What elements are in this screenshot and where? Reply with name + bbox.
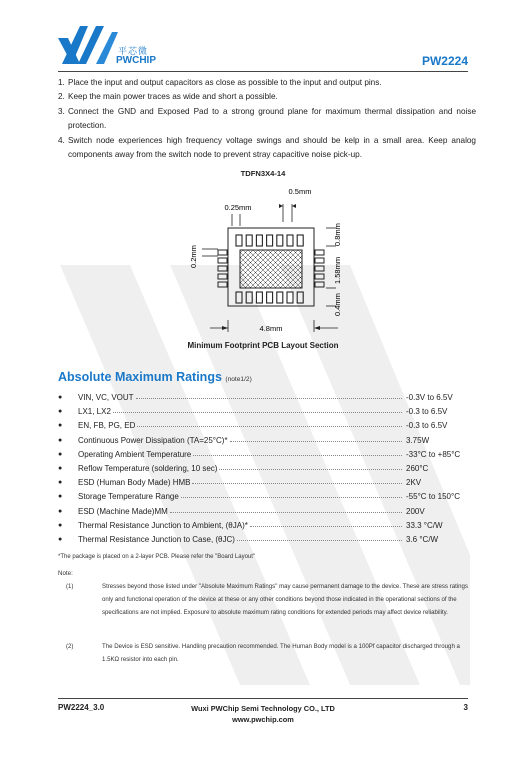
rating-row	[58, 462, 478, 476]
dim-width: 4.8mm	[259, 324, 283, 333]
pad-side-left	[218, 274, 227, 279]
section-title: Absolute Maximum Ratings (note1/2)	[58, 370, 252, 384]
bullet-icon: ●	[58, 535, 63, 543]
rating-label: Operating Ambient Temperature	[78, 449, 192, 459]
layout-guidelines	[58, 76, 476, 162]
leader-dots	[181, 497, 402, 498]
dim-pad-width: 0.25mm	[224, 203, 252, 212]
section-note-ref: (note1/2)	[225, 376, 252, 383]
rating-value: 200V	[406, 506, 425, 516]
rating-row	[58, 490, 478, 504]
leader-dots	[113, 412, 402, 413]
leader-dots	[192, 483, 402, 484]
rating-row	[58, 533, 478, 547]
pad-bottom	[287, 292, 293, 303]
rating-value: 3.75W	[406, 435, 430, 445]
bullet-icon: ●	[58, 521, 63, 529]
pad-side-right	[315, 250, 324, 255]
leader-dots	[137, 426, 402, 427]
rating-row	[58, 391, 478, 405]
dim-pad-height: 0.2mm	[189, 245, 198, 268]
rating-row	[58, 476, 478, 490]
rating-value: 2KV	[406, 478, 422, 488]
rating-row	[58, 505, 478, 519]
footprint-diagram	[188, 180, 358, 342]
rating-label: Reflow Temperature (soldering, 10 sec)	[78, 463, 218, 473]
bullet-icon: ●	[58, 422, 63, 430]
pad-side-right	[315, 266, 324, 271]
exposed-pad	[240, 250, 302, 288]
rating-label: Storage Temperature Range	[78, 492, 179, 502]
note-item: (1) Stresses beyond those listed under "Absolute Maximum Ratings" may cause permanent damage to the device. These are stress ratings only and functional operation of the device at these or any other conditions beyond those indicated in the operational sections of the specifications are not implied. Exposure to absolute maximum rating conditions for extended periods may affect device reliability.	[66, 583, 468, 616]
pad-bottom	[246, 292, 252, 303]
dim-body: 1.58mm	[333, 256, 342, 284]
bullet-icon: ●	[58, 394, 63, 401]
guideline-item: 2. Keep the main power traces as wide and short a possible.	[58, 92, 278, 102]
pad-side-right	[315, 258, 324, 263]
pad-bottom	[297, 292, 303, 303]
rating-value: -0.3 to 6.5V	[406, 421, 448, 431]
note-title: Note:	[58, 570, 73, 577]
leader-dots	[219, 469, 402, 470]
header-rule	[58, 71, 468, 72]
part-number-title: PW2224	[421, 54, 468, 68]
rating-label: ESD (Machine Made)MM	[78, 506, 168, 516]
logo-chinese-name: 平芯微	[118, 47, 149, 57]
pad-side-left	[218, 282, 227, 287]
pad-top	[277, 235, 283, 246]
rating-row	[58, 448, 478, 462]
dim-pitch: 0.5mm	[288, 187, 312, 196]
leader-dots	[193, 455, 402, 456]
rating-row	[58, 434, 478, 448]
rating-value: -0.3 to 6.5V	[406, 407, 448, 417]
pad-side-left	[218, 258, 227, 263]
rating-value: 33.3 °C/W	[406, 520, 443, 530]
pad-bottom	[256, 292, 262, 303]
package-name: TDFN3X4-14	[240, 169, 286, 178]
pad-top	[287, 235, 293, 246]
dim-gap: 0.4mm	[333, 293, 342, 316]
bullet-icon: ●	[58, 436, 63, 444]
rating-label: LX1, LX2	[78, 407, 111, 417]
pad-bottom	[277, 292, 283, 303]
footer-company: Wuxi PWChip Semi Technology CO., LTD www.pwchip.com	[0, 703, 526, 725]
footer-rule	[58, 698, 468, 699]
logo-brand-name: PWCHIP	[116, 55, 156, 66]
pad-side-left	[218, 250, 227, 255]
bullet-icon: ●	[58, 450, 63, 458]
pad-top	[267, 235, 273, 246]
bullet-icon: ●	[58, 464, 63, 472]
rating-value: 3.6 °C/W	[406, 534, 439, 544]
pad-top	[246, 235, 252, 246]
guideline-item: 3. Connect the GND and Exposed Pad to a strong ground plane for maximum thermal dissipation and noise protection.	[58, 106, 476, 131]
bullet-icon: ●	[58, 408, 63, 416]
guideline-item: 1. Place the input and output capacitors as close as possible to the input and output pins.	[58, 78, 382, 87]
rating-label: VIN, VC, VOUT	[78, 393, 134, 402]
pad-top	[297, 235, 303, 246]
leader-dots	[237, 540, 402, 541]
pad-top	[256, 235, 262, 246]
rating-row	[58, 419, 478, 433]
leader-dots	[170, 512, 402, 513]
rating-value: -0.3V to 6.5V	[406, 393, 453, 402]
document-id: PW2224_3.0	[58, 703, 105, 712]
rating-row	[58, 405, 478, 419]
pad-top	[236, 235, 242, 246]
note-item: (2) The Device is ESD sensitive. Handling precaution recommended. The Human Body model is a 100Pf capacitor discharged through a 1.5KΩ resistor into each pin.	[66, 643, 460, 663]
leader-dots	[136, 398, 402, 399]
leader-dots	[230, 441, 402, 442]
rating-value: 260°C	[406, 463, 429, 473]
pad-side-right	[315, 282, 324, 287]
dim-pad-length: 0.8mm	[333, 223, 342, 246]
rating-label: Thermal Resistance Junction to Ambient, (θJA)*	[78, 520, 248, 530]
pad-side-right	[315, 274, 324, 279]
bullet-icon: ●	[58, 493, 63, 501]
leader-dots	[250, 526, 402, 527]
ratings-list	[58, 391, 478, 547]
rating-value: -33°C to +85°C	[406, 449, 461, 459]
footer-website: www.pwchip.com	[232, 715, 294, 724]
pad-bottom	[236, 292, 242, 303]
page-number: 3	[463, 703, 468, 712]
pad-side-left	[218, 266, 227, 271]
guideline-item: 4. Switch node experiences high frequency voltage swings and should be kelp in a small area. Keep analog components away from the switch node to prevent stray capacitive noise pick-up.	[58, 135, 476, 160]
rating-label: ESD (Human Body Made) HMB	[78, 478, 191, 488]
rating-value: -55°C to 150°C	[406, 492, 460, 502]
pcb-footnote: *The package is placed on a 2-layer PCB. Please refer the "Board Layout"	[58, 554, 256, 560]
rating-label: Continuous Power Dissipation (TA=25°C)*	[78, 435, 228, 445]
rating-label: EN, FB, PG, ED	[78, 421, 136, 431]
pad-bottom	[267, 292, 273, 303]
figure-caption: Minimum Footprint PCB Layout Section	[187, 341, 339, 350]
rating-label: Thermal Resistance Junction to Case, (θJC)	[78, 534, 235, 544]
bullet-icon: ●	[58, 507, 63, 515]
rating-row	[58, 519, 478, 533]
bullet-icon: ●	[58, 479, 63, 487]
